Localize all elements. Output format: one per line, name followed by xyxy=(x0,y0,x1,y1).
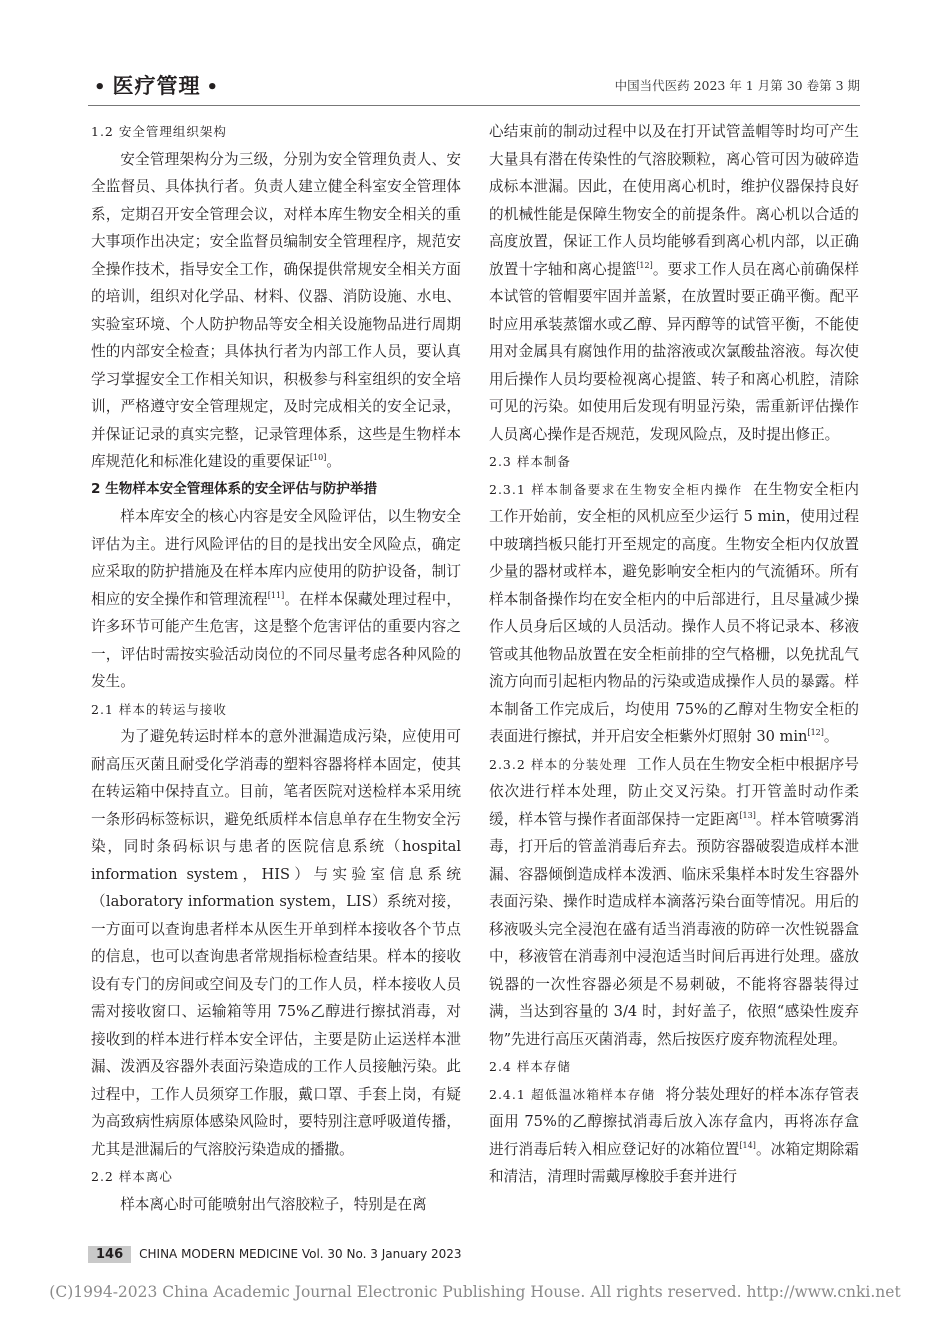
journal-info: 中国当代医药 2023 年 1 月第 30 卷第 3 期 xyxy=(614,78,860,93)
paragraph: 2.4.1 超低温冰箱样本存储 将分装处理好的样本冻存管表面用 75%的乙醇擦拭消毒后放入冻存盒内，再将冻存盒进行消毒后转入相应登记好的冰箱位置[14]。冰箱定期除霜和清洁，清理时需戴厚橡胶手套并进行 xyxy=(489,1085,859,1185)
heading-2-3: 2.3 样本制备 xyxy=(489,454,571,469)
bullet-right: • xyxy=(206,77,220,98)
page-number: 146 xyxy=(88,1246,131,1263)
heading-2-3-1: 2.3.1 样本制备要求在生物安全柜内操作 xyxy=(489,481,743,497)
section-title-text: 医疗管理 xyxy=(112,74,201,98)
citation: [13] xyxy=(739,810,756,820)
paragraph: 样本库安全的核心内容是安全风险评估，以生物安全评估为主。进行风险评估的目的是找出安全风险点，确定应采取的防护措施及在样本库内应使用的防护设备，制订相应的安全操作和管理流程[11]。在样本保藏处理过程中，许多环节可能产生危害，这是整个危害评估的重要内容之一，评估时需按实验活动岗位的不同尽量考虑各种风险的发生。 xyxy=(91,508,461,690)
heading-2-4-1: 2.4.1 超低温冰箱样本存储 xyxy=(489,1086,656,1102)
paragraph: 2.3.2 样本的分装处理 工作人员在生物安全柜中根据序号依次进行样本处理，防止交叉污染。打开管盖时动作柔缓，样本管与操作者面部保持一定距离[13]。样本管喷雾消毒，打开后的管盖消毒后弃去。预防容器破裂造成样本泄漏、容器倾倒造成样本泼洒、临床采集样本时发生容器外表面污染、操作时造成样本滴落污染台面等情况。用后的移液吸头完全浸泡在盛有适当消毒液的防碎一次性锐器盒中，移液管在消毒剂中浸泡适当时间后再进行处理。盛放锐器的一次性容器必须是不易刺破，不能将容器装得过满，当达到容量的 3/4 时，封好盖子，依照“感染性废弃物”先进行高压灭菌消毒，然后按医疗废弃物流程处理。 xyxy=(489,755,860,1048)
heading-2-2: 2.2 样本离心 xyxy=(91,1169,173,1184)
paragraph: 2.3.1 样本制备要求在生物安全柜内操作 在生物安全柜内工作开始前，安全柜的风机应至少运行 5 min，使用过程中玻璃挡板只能打开至规定的高度。生物安全柜内仅放置少量的器材或样本，避免影响安全柜内的气流循环。所有样本制备操作均在安全柜内的中后部进行，且尽量减少操作人员身后区域的人员活动。操作人员不将记录本、移液管或其他物品放置在安全柜前排的空气格栅，以免扰乱气流方向而引起柜内物品的污染或造成操作人员的暴露。样本制备工作完成后，均使用 75%的乙醇对生物安全柜的表面进行擦拭，并开启安全柜紫外灯照射 30 min[12]。 xyxy=(489,480,859,745)
paragraph: 安全管理架构分为三级，分别为安全管理负责人、安全监督员、具体执行者。负责人建立健全科室安全管理体系，定期召开安全管理会议，对样本库生物安全相关的重大事项作出决定；安全监督员编制安全管理程序，规范安全操作技术，指导安全工作，确保提供常规安全相关方面的培训，组织对化学品、材料、仪器、消防设施、水电、实验室环境、个人防护物品等安全相关设施物品进行周期性的内部安全检查；具体执行者为内部工作人员，要认真学习掌握安全工作相关知识，积极参与科室组织的安全培训，严格遵守安全管理规定，及时完成相关的安全记录，并保证记录的真实完整，记录管理体系，这些是生物样本库规范化和标准化建设的重要保证[10]。 xyxy=(91,150,461,470)
citation: [12] xyxy=(807,728,824,738)
paragraph: 心结束前的制动过程中以及在打开试管盖帽等时均可产生大量具有潜在传染性的气溶胶颗粒，离心管可因为破碎造成标本泄漏。因此，在使用离心机时，维护仪器保持良好的机械性能是保障生物安全的前提条件。离心机以合适的高度放置，保证工作人员均能够看到离心机内部，以正确放置十字轴和离心提篮[12]。要求工作人员在离心前确保样本试管的管帽要牢固并盖紧，在放置时要正确平衡。配平时应用承装蒸馏水或乙醇、异丙醇等的试管平衡，不能使用对金属具有腐蚀作用的盐溶液或次氯酸盐溶液。每次使用后操作人员均要检视离心提篮、转子和离心机腔，清除可见的污染。如使用后发现有明显污染，需重新评估操作人员离心操作是否规范，发现风险点，及时提出修正。 xyxy=(489,123,859,443)
heading-2-3-2: 2.3.2 样本的分装处理 xyxy=(489,756,628,772)
heading-1-2: 1.2 安全管理组织架构 xyxy=(91,124,227,139)
citation: [14] xyxy=(739,1140,756,1150)
heading-2: 2 生物样本安全管理体系的安全评估与防护举措 xyxy=(91,480,378,497)
header-rule xyxy=(88,105,860,106)
citation: [10] xyxy=(309,453,327,463)
journal-english-title: CHINA MODERN MEDICINE Vol. 30 No. 3 January 2023 xyxy=(139,1247,462,1261)
right-column xyxy=(489,118,859,1191)
citation: [12] xyxy=(636,260,653,270)
section-title xyxy=(88,70,225,100)
left-column xyxy=(91,118,461,1218)
page-header xyxy=(88,70,860,106)
citation: [11] xyxy=(267,590,285,600)
copyright-notice: (C)1994-2023 China Academic Journal Electronic Publishing House. All rights reserved. http://www.cnki.net xyxy=(49,1283,901,1301)
heading-2-4: 2.4 样本存储 xyxy=(489,1059,571,1074)
page-footer xyxy=(88,1243,462,1265)
paragraph: 样本离心时可能喷射出气溶胶粒子，特别是在离 xyxy=(120,1195,427,1213)
heading-2-1: 2.1 样本的转运与接收 xyxy=(91,701,227,717)
bullet-left: • xyxy=(94,77,107,98)
paragraph: 为了避免转运时样本的意外泄漏造成污染，应使用可耐高压灭菌且耐受化学消毒的塑料容器将样本固定，使其在转运箱中保持直立。目前，笔者医院对送检样本采用统一条形码标签标识，避免纸质样本信息单存在生物安全污染，同时条码标识与患者的医院信息系统（hospital information system，HIS）与实验室信息系统（laboratory information system，LIS）系统对接，一方面可以查询患者样本从医生开单到样本接收各个节点的信息，也可以查询患者常规指标检查结果。样本的接收设有专门的房间或空间及专门的工作人员，样本接收人员需对接收窗口、运输箱等用 75%乙醇进行擦拭消毒，对接收到的样本进行样本安全评估，主要是防止运送样本泄漏、泼洒及容器外表面污染造成的工作人员接触污染。此过程中，工作人员须穿工作服，戴口罩、手套上岗，有疑为高致病性病原体感染风险时，要特别注意呼吸道传播，尤其是泄漏后的气溶胶污染造成的播撒。 xyxy=(91,728,461,1158)
